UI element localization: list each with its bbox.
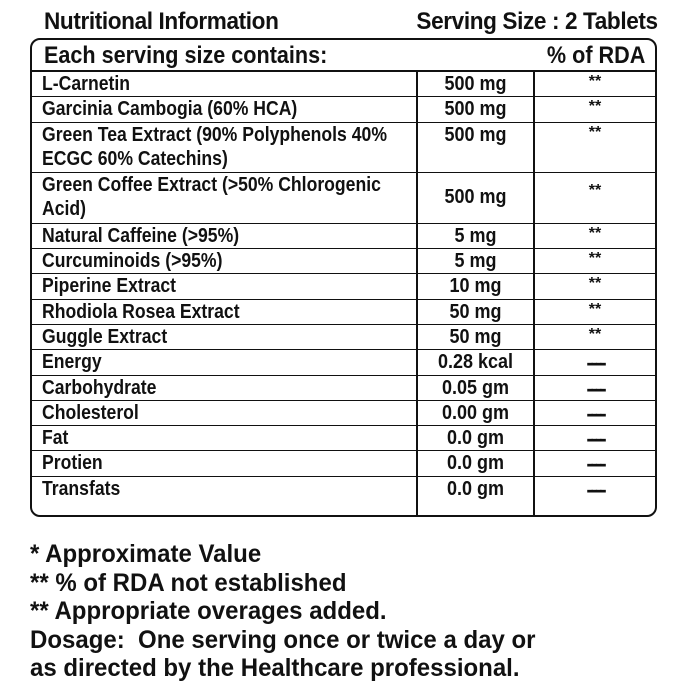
ingredient-rda: ** — [588, 325, 602, 343]
nutrient-name: Protien — [42, 452, 103, 475]
table-row — [32, 123, 655, 174]
ingredient-rda: ** — [588, 224, 602, 242]
ingredient-name: Green Tea Extract (90% Polyphenols 40% ECGC 60% Catechins) — [42, 123, 387, 170]
ingredient-amount: 500 mg — [444, 73, 507, 95]
ingredient-rda: ** — [588, 250, 602, 268]
nutrition-title: Nutritional Information — [44, 8, 279, 35]
nutrient-rda: ---- — [586, 476, 604, 502]
ingredient-amount: 500 mg — [444, 98, 507, 121]
ingredient-rda: ** — [588, 73, 602, 90]
nutrient-name: Fat — [42, 427, 69, 450]
nutrient-amount: 0.00 gm — [441, 401, 510, 424]
ingredient-name: Green Coffee Extract (>50% Chlorogenic Acid) — [42, 174, 381, 221]
nutrient-rda: ---- — [586, 451, 604, 477]
ingredient-name: Piperine Extract — [42, 275, 177, 298]
ingredient-amount: 500 mg — [444, 186, 507, 209]
ingredient-name: Guggle Extract — [42, 325, 168, 348]
rda-column-heading: % of RDA — [546, 42, 645, 69]
footnote-rda-not-established: ** % of RDA not established — [30, 568, 347, 597]
nutrient-amount: 0.0 gm — [446, 477, 505, 500]
nutrient-amount: 0.28 kcal — [437, 351, 514, 374]
ingredient-amount: 5 mg — [454, 250, 497, 273]
nutrient-rda: ---- — [586, 426, 604, 452]
nutrient-name: Transfats — [42, 477, 121, 500]
table-row — [32, 451, 655, 476]
nutrient-rda: ---- — [586, 400, 604, 426]
ingredient-amount: 50 mg — [449, 300, 502, 323]
nutrition-table — [30, 38, 657, 517]
table-row — [32, 224, 655, 249]
nutrient-amount: 0.0 gm — [446, 452, 505, 475]
table-row — [32, 401, 655, 426]
ingredient-name: Garcinia Cambogia (60% HCA) — [42, 98, 298, 121]
ingredient-amount: 500 mg — [444, 123, 507, 146]
table-header — [32, 40, 655, 72]
nutrient-name: Cholesterol — [42, 401, 139, 424]
label-footnotes — [30, 540, 680, 683]
table-body — [32, 72, 655, 502]
nutrient-amount: 0.0 gm — [446, 427, 505, 450]
nutrient-amount: 0.05 gm — [441, 376, 510, 399]
ingredient-name: Curcuminoids (>95%) — [42, 250, 223, 273]
ingredient-rda: ** — [588, 300, 602, 318]
ingredient-name: Rhodiola Rosea Extract — [42, 300, 240, 323]
nutrient-name: Carbohydrate — [42, 376, 157, 399]
ingredient-amount: 5 mg — [454, 224, 497, 247]
ingredient-rda: ** — [588, 123, 602, 141]
ingredient-rda: ** — [588, 98, 602, 116]
footnote-overages: ** Appropriate overages added. — [30, 597, 387, 625]
nutrient-rda: ---- — [586, 350, 604, 376]
label-header — [44, 4, 662, 38]
dosage-line-2: as directed by the Healthcare professional. — [30, 654, 520, 682]
ingredient-rda: ** — [588, 275, 602, 293]
ingredient-name: Natural Caffeine (>95%) — [42, 224, 240, 247]
table-row — [32, 249, 655, 274]
ingredient-rda: ** — [588, 182, 602, 200]
table-row — [32, 72, 655, 97]
table-row — [32, 325, 655, 350]
table-row — [32, 426, 655, 451]
dosage-line-1: Dosage: One serving once or twice a day or — [30, 625, 536, 654]
nutrient-name: Energy — [42, 351, 102, 374]
ingredient-name: L-Carnetin — [42, 73, 130, 95]
table-row — [32, 477, 655, 502]
ingredient-amount: 10 mg — [449, 275, 502, 298]
table-row — [32, 376, 655, 401]
table-row — [32, 300, 655, 325]
serving-size: Serving Size : 2 Tablets — [416, 8, 658, 35]
table-row — [32, 350, 655, 375]
table-row — [32, 173, 655, 224]
nutrient-rda: ---- — [586, 375, 604, 401]
footnote-approximate: * Approximate Value — [30, 540, 262, 568]
serving-contents-heading: Each serving size contains: — [44, 42, 328, 69]
table-row — [32, 274, 655, 299]
ingredient-amount: 50 mg — [449, 325, 502, 348]
table-row — [32, 97, 655, 122]
